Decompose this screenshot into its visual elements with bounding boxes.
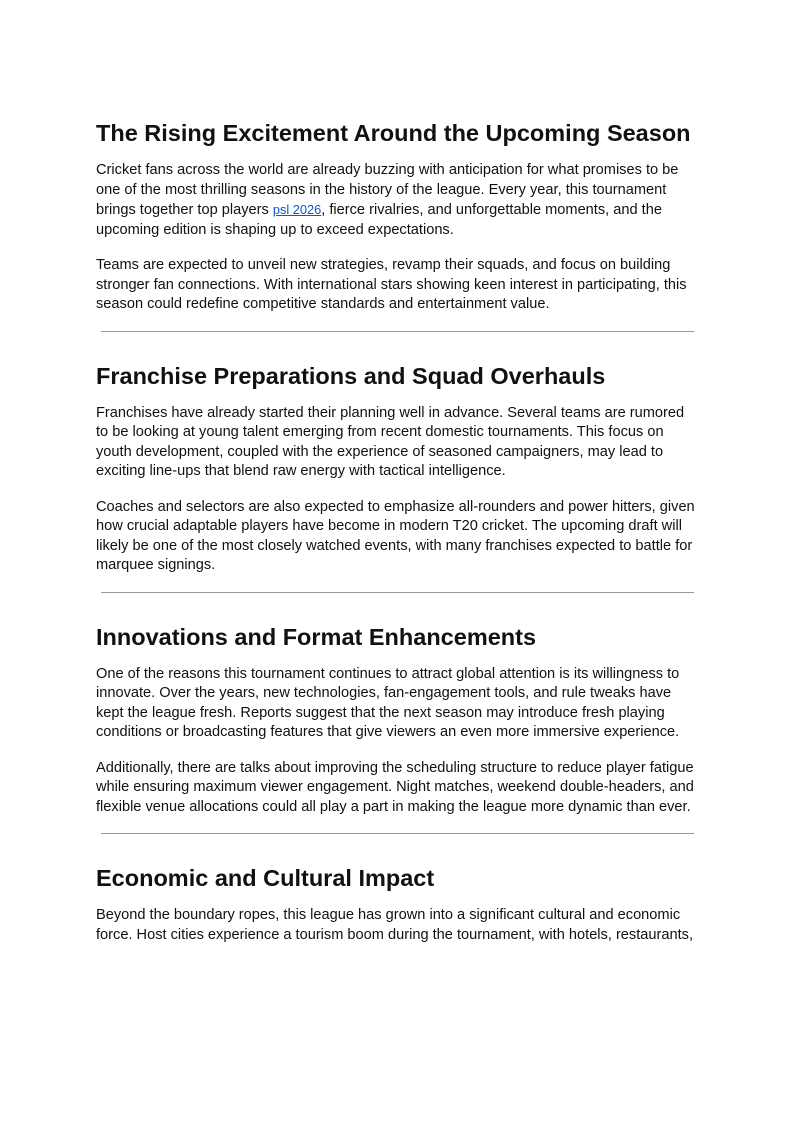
paragraph: Franchises have already started their planning well in advance. Several teams are rumored to be looking at young talent emerging from recent domestic tournaments. This focus on youth development, coupled with the experience of seasoned campaigners, may lead to exciting line-ups that blend raw energy with tactical intelligence. bbox=[96, 404, 685, 479]
section-divider bbox=[101, 331, 694, 332]
section-divider bbox=[101, 592, 694, 593]
section-economic-impact bbox=[96, 862, 699, 945]
section-heading: The Rising Excitement Around the Upcoming Season bbox=[96, 120, 691, 146]
section-heading: Franchise Preparations and Squad Overhauls bbox=[96, 362, 606, 389]
section-rising-excitement bbox=[96, 117, 699, 315]
paragraph: Beyond the boundary ropes, this league has grown into a significant cultural and economic force. Host cities experience a tourism boom during the tournament, with hotels, restaurants, bbox=[96, 907, 694, 943]
paragraph-text: Cricket fans across the world are already buzzing with anticipation for what promises to be one of the most thrilling seasons in the history of the league. Every year, this tournament brings together top players bbox=[96, 162, 679, 218]
section-innovations bbox=[96, 621, 699, 818]
paragraph: Additionally, there are talks about improving the scheduling structure to reduce player fatigue while ensuring maximum viewer engagement. Night matches, weekend double-headers, and flexible venue allocations could all play a part in making the league more dynamic than ever. bbox=[96, 759, 694, 815]
section-heading: Economic and Cultural Impact bbox=[96, 865, 435, 891]
paragraph: Teams are expected to unveil new strategies, revamp their squads, and focus on building stronger fan connections. With international stars showing keen interest in participating, this season could redefine competitive standards and entertainment value. bbox=[96, 257, 687, 312]
psl-2026-link[interactable]: psl 2026 bbox=[272, 202, 322, 217]
paragraph: One of the reasons this tournament continues to attract global attention is its willingness to innovate. Over the years, new technologies, fan-engagement tools, and rule tweaks have kept the league fresh. Reports suggest that the next season may introduce fresh playing conditions or broadcasting features that give viewers an even more immersive experience. bbox=[96, 665, 680, 740]
section-franchise-preparations bbox=[96, 360, 699, 576]
section-heading: Innovations and Format Enhancements bbox=[96, 623, 537, 650]
paragraph: Coaches and selectors are also expected to emphasize all-rounders and power hitters, given how crucial adaptable players have become in modern T20 cricket. The upcoming draft will likely be one of the most closely watched events, with many franchises expected to battle for marquee signings. bbox=[96, 498, 695, 573]
section-divider bbox=[101, 833, 694, 834]
paragraph bbox=[96, 161, 699, 240]
paragraph-text: , fierce rivalries, and unforgettable moments, and the upcoming edition is shaping up to exceed expectations. bbox=[96, 202, 662, 238]
